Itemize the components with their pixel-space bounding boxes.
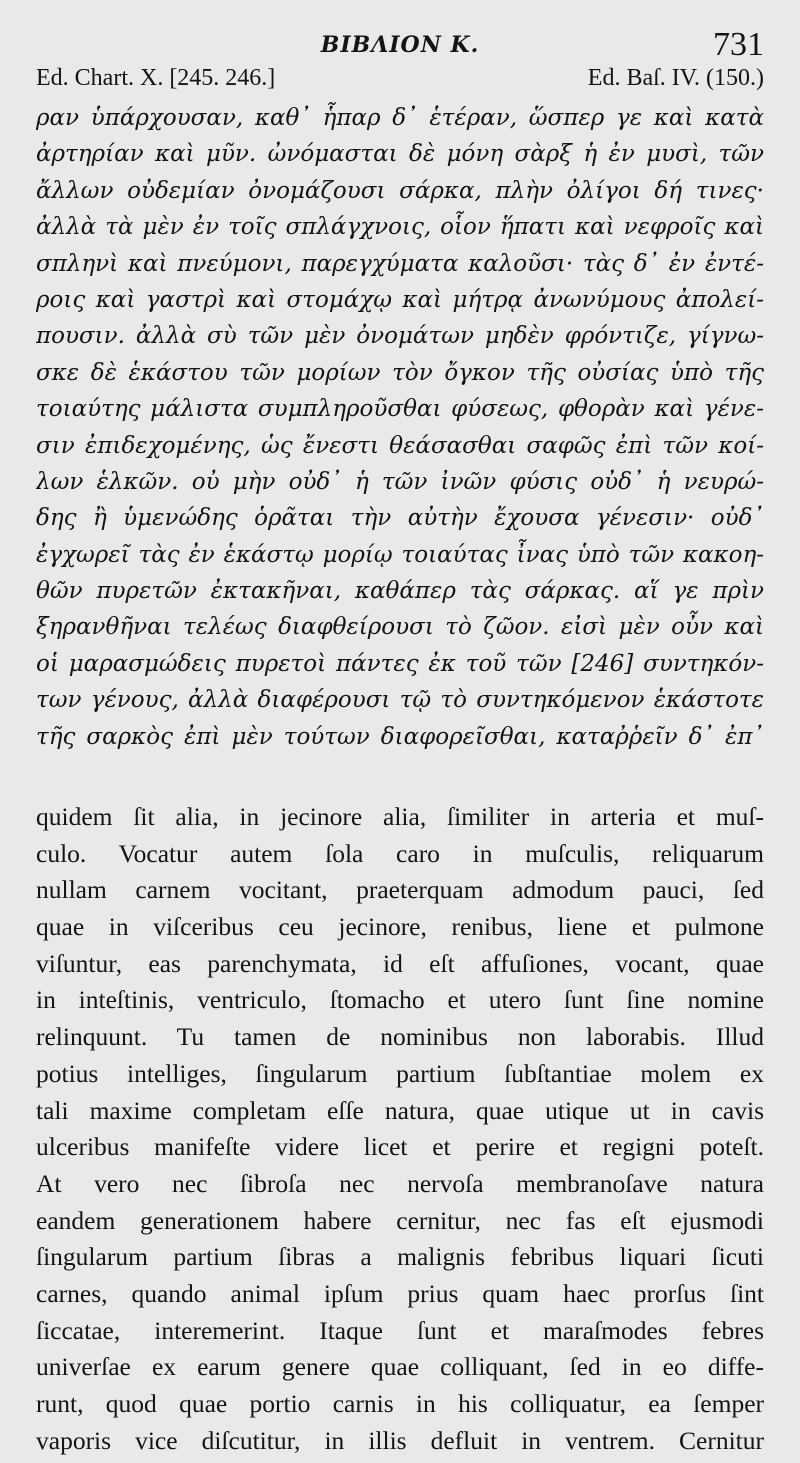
latin-text-line: tali maxime completam eſſe natura, quae utique ut in cavis [36, 1095, 764, 1125]
page-number: 731 [713, 26, 764, 63]
greek-text-line: θῶν πυρετῶν ἐκτακῆναι, καθάπερ τὰς σάρκας. αἵ γε πρὶν [36, 578, 764, 605]
latin-text-line: univerſae ex earum genere quae colliquant, ſed in eo diffe- [36, 1352, 764, 1382]
greek-text-line: ραν ὑπάρχουσαν, καθ᾽ ἧπαρ δ᾽ ἑτέραν, ὥσπερ γε καὶ κατὰ [36, 105, 764, 131]
latin-text-line: ulceribus manifeſte videre licet et perire et regigni poteſt. [36, 1132, 764, 1162]
latin-text-line: ſingularum partium ſibras a malignis febribus liquari ſicuti [36, 1242, 764, 1272]
latin-text-line: relinquunt. Tu tamen de nominibus non laborabis. Illud [36, 1022, 764, 1052]
greek-text-block [36, 100, 764, 755]
latin-text-line: runt, quod quae portio carnis in his colliquatur, ea ſemper [36, 1389, 764, 1419]
latin-text-line: carnes, quando animal ipſum prius quam haec prorſus ſint [36, 1278, 764, 1308]
latin-text-line: At vero nec ſibroſa nec nervoſa membranoſave natura [36, 1168, 764, 1198]
greek-text-line: πουσιν. ἀλλὰ σὺ τῶν μὲν ὀνομάτων μηδὲν φρόντιζε, γίγνω- [36, 323, 764, 350]
greek-text-line: ἄλλων οὐδεμίαν ὀνομάζουσι σάρκα, πλὴν ὀλίγοι δή τινες· [36, 177, 764, 204]
latin-text-line: ſiccatae, interemerint. Itaque ſunt et maraſmodes febres [36, 1315, 764, 1345]
greek-text-line: οἱ μαρασμώδεις πυρετοὶ πάντες ἐκ τοῦ τῶν [246] συντηκόν- [36, 650, 764, 677]
latin-text-line: viſuntur, eas parenchymata, id eſt affuſiones, vocant, quae [36, 948, 764, 978]
latin-text-line: vaporis vice diſcutitur, in illis defluit in ventrem. Cernitur [36, 1425, 764, 1455]
running-head [36, 20, 764, 63]
book-title: BIBΛION K. [320, 32, 480, 58]
greek-text-line: ἀλλὰ τὰ μὲν ἐν τοῖς σπλάγχνοις, οἷον ἥπατι καὶ νεφροῖς καὶ [36, 214, 764, 241]
greek-text-line: σπληνὶ καὶ πνεύμονι, παρεγχύματα καλοῦσι· τὰς δ᾽ ἐν ἐντέ- [36, 250, 764, 277]
edition-reference-left: Ed. Chart. X. [245. 246.] [36, 64, 276, 91]
greek-text-line: δης ἢ ὑμενώδης ὁρᾶται τὴν αὐτὴν ἔχουσα γένεσιν· οὐδ᾽ [36, 505, 764, 532]
greek-text-line: σκε δὲ ἑκάστου τῶν μορίων τὸν ὄγκον τῆς οὐσίας ὑπὸ τῆς [36, 359, 764, 386]
block-separator [36, 755, 764, 799]
latin-text-line: nullam carnem vocitant, praeterquam admodum pauci, ſed [36, 875, 764, 905]
greek-text-line: λων ἑλκῶν. οὐ μὴν οὐδ᾽ ἡ τῶν ἰνῶν φύσις οὐδ᾽ ἡ νευρώ- [36, 468, 764, 495]
greek-text-line: ἀρτηρίαν καὶ μῦν. ὠνόμασται δὲ μόνη σὰρξ ἡ ἐν μυσὶ, τῶν [36, 141, 764, 168]
greek-text-line: των γένους, ἀλλὰ διαφέρουσι τῷ τὸ συντηκόμενον ἑκάστοτε [36, 687, 764, 714]
latin-text-line: quae in viſceribus ceu jecinore, renibus, liene et pulmone [36, 912, 764, 942]
latin-text-block [36, 799, 764, 1459]
greek-text-line: τοιαύτης μάλιστα συμπληροῦσθαι φύσεως, φθορὰν καὶ γένε- [36, 396, 764, 423]
latin-text-line: potius intelliges, ſingularum partium ſubſtantiae molem ex [36, 1058, 764, 1088]
edition-reference-right: Ed. Baſ. IV. (150.) [587, 64, 764, 91]
edition-reference-line [36, 60, 764, 96]
greek-text-line: ἐγχωρεῖ τὰς ἐν ἑκάστῳ μορίῳ τοιαύτας ἶνας ὑπὸ τῶν κακοη- [36, 541, 764, 568]
greek-text-line: σιν ἐπιδεχομένης, ὡς ἔνεστι θεάσασθαι σαφῶς ἐπὶ τῶν κοί- [36, 432, 764, 459]
latin-text-line: quidem ſit alia, in jecinore alia, ſimiliter in arteria et muſ- [36, 802, 764, 832]
latin-text-line: eandem generationem habere cernitur, nec fas eſt ejusmodi [36, 1205, 764, 1235]
greek-text-line: ξηρανθῆναι τελέως διαφθείρουσι τὸ ζῶον. εἰσὶ μὲν οὖν καὶ [36, 614, 764, 641]
latin-text-line: in inteſtinis, ventriculo, ſtomacho et utero ſunt ſine nomine [36, 985, 764, 1015]
greek-text-line: τῆς σαρκὸς ἐπὶ μὲν τούτων διαφορεῖσθαι, καταῤῥεῖν δ᾽ ἐπ᾽ [36, 723, 764, 750]
greek-text-line: ροις καὶ γαστρὶ καὶ στομάχῳ καὶ μήτρᾳ ἀνωνύμους ἀπολεί- [36, 286, 764, 313]
latin-text-line: culo. Vocatur autem ſola caro in muſculis, reliquarum [36, 838, 764, 868]
